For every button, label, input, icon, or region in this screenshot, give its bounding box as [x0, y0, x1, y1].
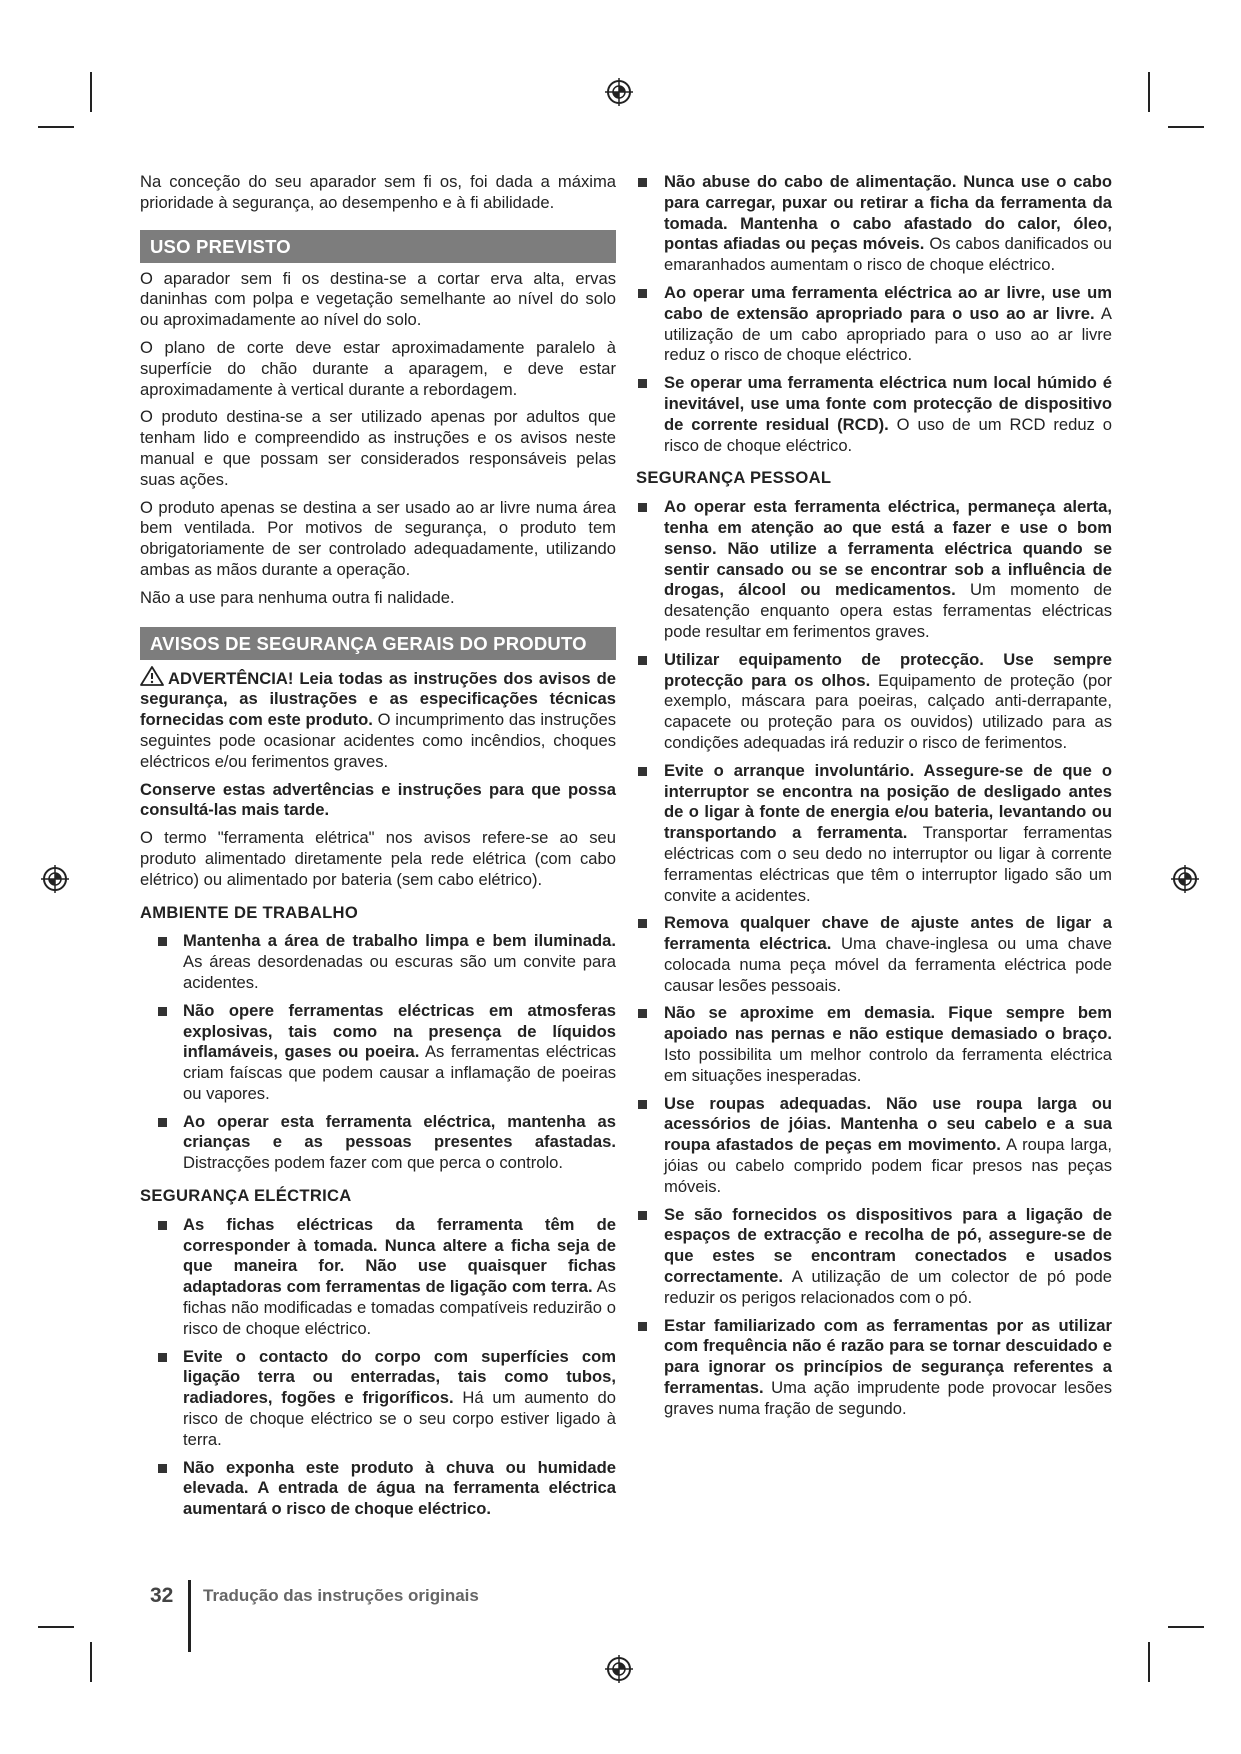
- bullet-square-icon: [638, 178, 647, 187]
- item-text: O uso de um RCD reduz o risco de choque eléctrico.: [664, 414, 1112, 455]
- list-item: [636, 1205, 1112, 1309]
- list-item: [155, 1347, 616, 1451]
- bullet-square-icon: [158, 1464, 167, 1473]
- item-bold: Evite o arranque involuntário. Assegure-se de que o interruptor se encontra na posição de desligado antes de o ligar à fonte de energia e/ou bateria, levantando ou transportando a ferramenta.: [664, 760, 1112, 843]
- bullet-square-icon: [638, 919, 647, 928]
- registration-mark-icon: [1170, 864, 1200, 894]
- crop-mark: [38, 126, 74, 128]
- warning-paragraph: [140, 666, 616, 773]
- item-bold: Estar familiarizado com as ferramentas por as utilizar com frequência não é razão para se tornar descuidado e para ignorar os princípios de segurança referentes a ferramentas.: [664, 1315, 1112, 1398]
- item-text: Distracções podem fazer com que perca o controlo.: [183, 1153, 563, 1173]
- warning-triangle-icon: [140, 666, 164, 686]
- item-bold: Não exponha este produto à chuva ou humidade elevada. A entrada de água na ferramenta eléctrica aumentará o risco de choque eléctrico.: [183, 1457, 616, 1519]
- list-item: [155, 1215, 616, 1340]
- list-item: [636, 761, 1112, 907]
- item-text: Uma ação imprudente pode provocar lesões graves numa fração de segundo.: [664, 1378, 1112, 1418]
- item-text: As áreas desordenadas ou escuras são um convite para acidentes.: [183, 952, 616, 992]
- crop-mark: [1148, 72, 1150, 112]
- list-item: [636, 1094, 1112, 1198]
- section-title-uso-previsto: USO PREVISTO: [140, 230, 616, 263]
- warning-bold: ADVERTÊNCIA! Leia todas as instruções dos avisos de segurança, as ilustrações e as especificações técnicas fornecidas com este produto.: [140, 668, 616, 730]
- bullet-square-icon: [158, 937, 167, 946]
- list-item: [636, 172, 1112, 276]
- item-text: A utilização de um cabo apropriado para o uso ao ar livre reduz o risco de choque eléctrico.: [664, 303, 1112, 365]
- item-text: Um momento de desatenção enquanto opera estas ferramentas eléctricas pode resultar em ferimentos graves.: [664, 580, 1112, 641]
- item-bold: Evite o contacto do corpo com superfícies com ligação terra ou enterradas, tais como tubos, radiadores, fogões e frigoríficos.: [183, 1346, 616, 1408]
- crop-mark: [1168, 1626, 1204, 1628]
- list-item: [636, 1316, 1112, 1420]
- bullet-square-icon: [158, 1221, 167, 1230]
- bullet-square-icon: [638, 379, 647, 388]
- item-bold: Ao operar esta ferramenta eléctrica, mantenha as crianças e as pessoas presentes afastadas.: [183, 1111, 616, 1152]
- bullet-square-icon: [638, 767, 647, 776]
- item-text: As ferramentas eléctricas criam faíscas que podem causar a inflamação de poeiras ou vapores.: [183, 1042, 616, 1103]
- page-number: 32: [150, 1584, 174, 1607]
- item-bold: Ao operar esta ferramenta eléctrica, permaneça alerta, tenha em atenção ao que está a fazer e use o bom senso. Não utilize a ferramenta eléctrica quando se sentir cansado ou se se encontrar sob a influência de drogas, álcool ou medicamentos.: [664, 497, 1112, 600]
- bullet-square-icon: [158, 1353, 167, 1362]
- list-item: [155, 1112, 616, 1174]
- list-item: [155, 931, 616, 993]
- bullet-square-icon: [638, 656, 647, 665]
- item-text: Os cabos danificados ou emaranhados aumentam o risco de choque eléctrico.: [664, 234, 1112, 275]
- item-bold: Não opere ferramentas eléctricas em atmosferas explosivas, tais como na presença de líquidos inflamáveis, gases ou poeira.: [183, 1000, 616, 1062]
- crop-mark: [38, 1626, 74, 1628]
- bullet-square-icon: [638, 1100, 647, 1109]
- paragraph: Não a use para nenhuma outra fi nalidade.: [140, 587, 455, 607]
- list-item: [636, 373, 1112, 456]
- term-paragraph: O termo "ferramenta elétrica" nos avisos refere-se ao seu produto alimentado diretamente pela rede elétrica (com cabo elétrico) ou alimentado por bateria (sem cabo elétrico).: [140, 828, 616, 889]
- list-item: [636, 497, 1112, 643]
- list-item: [636, 650, 1112, 754]
- item-bold: Mantenha a área de trabalho limpa e bem iluminada.: [183, 931, 616, 951]
- list-item: [155, 1001, 616, 1105]
- crop-mark: [1148, 1642, 1150, 1682]
- crop-mark: [1168, 126, 1204, 128]
- registration-mark-icon: [604, 1654, 634, 1684]
- list-item: [636, 1003, 1112, 1086]
- item-bold: Se operar uma ferramenta eléctrica num local húmido é inevitável, use uma fonte com protecção de dispositivo de corrente residual (RCD).: [664, 373, 1112, 434]
- item-text: As fichas não modificadas e tomadas compatíveis reduzirão o risco de choque eléctrico.: [183, 1277, 616, 1338]
- bullet-square-icon: [158, 1118, 167, 1127]
- item-bold: Utilizar equipamento de protecção. Use sempre protecção para os olhos.: [664, 649, 1112, 690]
- item-text: A utilização de um colector de pó pode reduzir os perigos relacionados com o pó.: [664, 1267, 1112, 1307]
- bullet-square-icon: [638, 1211, 647, 1220]
- crop-mark: [90, 72, 92, 112]
- keep-bold: Conserve estas advertências e instruções para que possa consultá-las mais tarde.: [140, 779, 616, 820]
- paragraph: O plano de corte deve estar aproximadamente paralelo à superfície do chão durante a aparagem, e deve estar aproximadamente à vertical durante a rebordagem.: [140, 337, 616, 399]
- section-title-avisos: AVISOS DE SEGURANÇA GERAIS DO PRODUTO: [140, 627, 616, 660]
- list-item: [155, 1458, 616, 1520]
- item-bold: Remova qualquer chave de ajuste antes de ligar a ferramenta eléctrica.: [664, 913, 1112, 954]
- left-column: [140, 172, 616, 1527]
- item-bold: Não se aproxime em demasia. Fique sempre bem apoiado nas pernas e não estique demasiado o braço.: [664, 1003, 1112, 1044]
- bullet-square-icon: [638, 503, 647, 512]
- paragraph: O produto apenas se destina a ser usado ao ar livre numa área bem ventilada. Por motivos de segurança, o produto tem obrigatoriamente de ser controlado adequadamente, utilizando ambas as mãos durante a operação.: [140, 497, 616, 579]
- registration-mark-icon: [40, 864, 70, 894]
- item-bold: As fichas eléctricas da ferramenta têm de corresponder à tomada. Nunca altere a ficha seja de que maneira for. Não use quaisquer fichas adaptadoras com ferramentas de ligação com terra.: [183, 1214, 616, 1297]
- item-text: Equipamento de proteção (por exemplo, máscara para poeiras, calçado anti-derrapante, capacete ou proteção para os ouvidos) utilizado para as condições adequadas irá reduzir o risco de ferimentos.: [664, 670, 1112, 752]
- item-bold: Use roupas adequadas. Não use roupa larga ou acessórios de jóias. Mantenha o seu cabelo e a sua roupa afastados de peças em movimento.: [664, 1093, 1112, 1155]
- item-bold: Não abuse do cabo de alimentação. Nunca use o cabo para carregar, puxar ou retirar a ficha da ferramenta da tomada. Mantenha o cabo afastado do calor, óleo, pontas afiadas ou peças móveis.: [664, 172, 1112, 254]
- right-column: [636, 172, 1112, 1427]
- footer-divider: [188, 1580, 191, 1652]
- subhead-personal: SEGURANÇA PESSOAL: [636, 468, 832, 488]
- item-bold: Ao operar uma ferramenta eléctrica ao ar livre, use um cabo de extensão apropriado para o uso ao ar livre.: [664, 282, 1112, 323]
- keep-instructions: [140, 780, 616, 822]
- subhead-work-area: AMBIENTE DE TRABALHO: [140, 902, 359, 922]
- subhead-electrical: SEGURANÇA ELÉCTRICA: [140, 1186, 352, 1206]
- crop-mark: [90, 1642, 92, 1682]
- bullet-square-icon: [638, 1009, 647, 1018]
- item-text: Isto possibilita um melhor controlo da ferramenta eléctrica em situações inesperadas.: [664, 1045, 1112, 1085]
- item-text: Há um aumento do risco de choque eléctrico se o seu corpo estiver ligado à terra.: [183, 1388, 616, 1449]
- paragraph: O produto destina-se a ser utilizado apenas por adultos que tenham lido e compreendido as instruções e os avisos neste manual e que possam ser considerados responsáveis pelas suas ações.: [140, 407, 616, 489]
- intro-paragraph: Na conceção do seu aparador sem fi os, foi dada a máxima prioridade à segurança, ao desempenho e à fi abilidade.: [140, 172, 616, 212]
- bullet-square-icon: [638, 1322, 647, 1331]
- bullet-square-icon: [158, 1007, 167, 1016]
- item-bold: Se são fornecidos os dispositivos para a ligação de espaços de extracção e recolha de pó, assegure-se de que estes se encontram conectados e usados correctamente.: [664, 1204, 1112, 1287]
- registration-mark-icon: [604, 77, 634, 107]
- paragraph: O aparador sem fi os destina-se a cortar erva alta, ervas daninhas com polpa e vegetação semelhante ao nível do solo ou aproximadamente ao nível do solo.: [140, 268, 616, 330]
- warning-text: O incumprimento das instruções seguintes pode ocasionar acidentes como incêndios, choques eléctricos e/ou ferimentos graves.: [140, 710, 616, 771]
- list-item: [636, 913, 1112, 996]
- footer-text: Tradução das instruções originais: [203, 1586, 479, 1605]
- item-text: A roupa larga, jóias ou cabelo comprido podem ficar presos nas peças móveis.: [664, 1135, 1112, 1196]
- bullet-square-icon: [638, 289, 647, 298]
- list-item: [636, 283, 1112, 366]
- item-text: Transportar ferramentas eléctricas com o seu dedo no interruptor ou ligar à corrente ferramentas eléctricas que têm o interruptor ligado são um convite a acidentes.: [664, 823, 1112, 905]
- item-text: Uma chave-inglesa ou uma chave colocada numa peça móvel da ferramenta eléctrica pode causar lesões pessoais.: [664, 934, 1112, 995]
